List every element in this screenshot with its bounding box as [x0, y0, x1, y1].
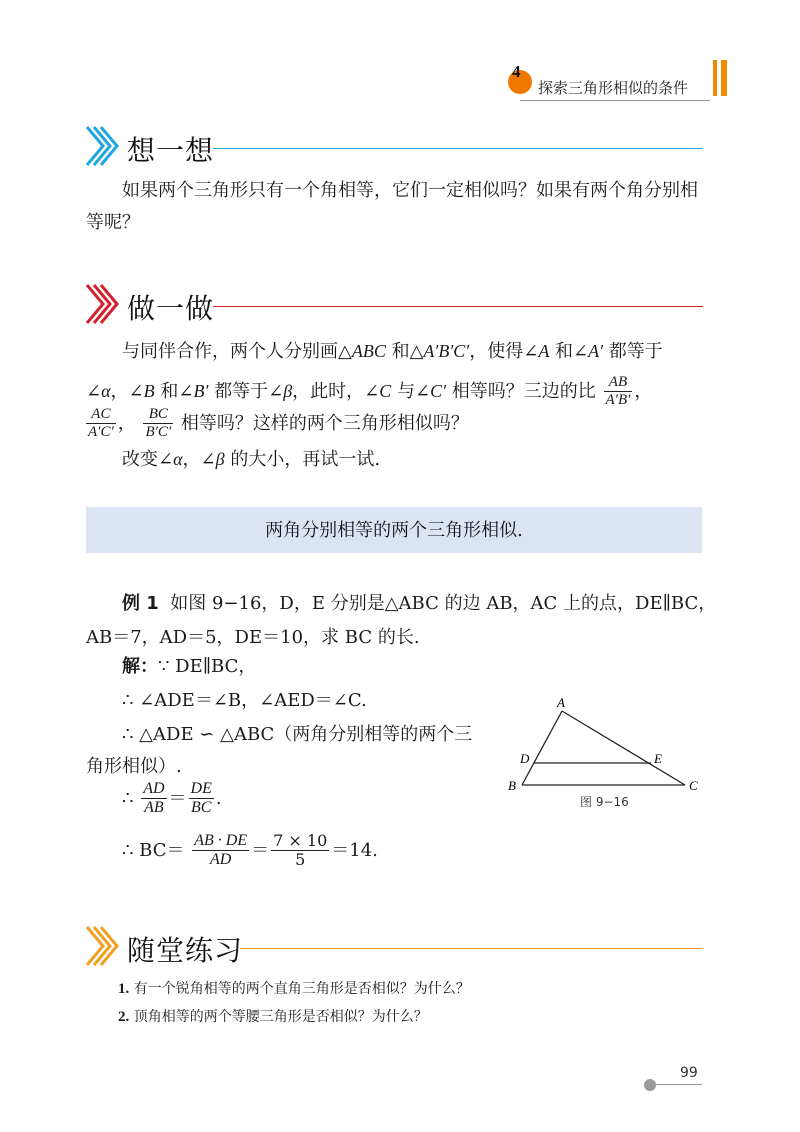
header-bar-1	[713, 60, 717, 96]
ratio-ab-fraction: $\frac{AB}{A'B'}$	[605, 374, 631, 409]
solution-line-4: 角形相似）.	[86, 756, 182, 777]
figure-caption: 图 9−16	[580, 795, 629, 809]
solution-line-3: ∴ △ADE ∽ △ABC（两角分别相等的两个三	[122, 724, 473, 745]
think-line-2: 等呢？	[86, 212, 140, 233]
solution-line-6: ∴ BC＝ $\frac{AB \cdot DE}{AD}$ ＝ $\frac{7 \times 10}{5}$ ＝14.	[122, 831, 378, 870]
do-line-3: $\frac{AC}{A'C'}$ ， $\frac{BC}{B'C'}$ 相等吗？这样的两个三角形相似吗？	[88, 405, 469, 440]
chevron-arrows-icon	[85, 125, 125, 167]
side-ab	[522, 711, 562, 785]
page-header	[500, 60, 800, 110]
think-title: 想一想	[127, 134, 215, 167]
do-line-1: 与同伴合作，两个人分别画△ABC 和△A′B′C′，使得∠A 和∠A′ 都等于	[122, 341, 663, 362]
vertex-c-label: C	[689, 778, 698, 793]
practice-item: 2. 顶角相等的两个等腰三角形是否相似？为什么？	[118, 1009, 428, 1025]
think-paragraph	[86, 175, 706, 239]
practice-rule	[240, 948, 703, 949]
solution-line-1: 解：∵ DE∥BC，	[122, 656, 257, 677]
header-underline	[520, 100, 710, 101]
de-bc-fraction: $\frac{DE}{BC}$	[190, 780, 212, 817]
point-e-label: E	[654, 751, 662, 766]
think-section-header	[85, 125, 705, 170]
do-paragraph	[86, 335, 716, 476]
example-line-1: 例 1 如图 9−16，D，E 分别是△ABC 的边 AB，AC 上的点，DE∥BC，	[122, 593, 717, 614]
example-block	[86, 588, 716, 654]
header-bar-2	[721, 60, 727, 96]
think-rule	[213, 148, 703, 149]
point-d-label: D	[520, 751, 530, 766]
section-title: 探索三角形相似的条件	[538, 79, 689, 97]
vertex-a-label: A	[557, 695, 565, 710]
chevron-arrows-icon	[85, 283, 125, 325]
do-title: 做一做	[127, 292, 215, 325]
footer-rule	[652, 1084, 702, 1085]
numeric-fraction: $\frac{7 \times 10}{5}$	[273, 831, 328, 870]
solution-line-5: ∴ $\frac{AD}{AB}$ ＝ $\frac{DE}{BC}$ .	[122, 780, 222, 817]
solution-line-2: ∴ ∠ADE＝∠B，∠AED＝∠C.	[122, 690, 367, 711]
practice-title: 随堂练习	[127, 934, 244, 967]
do-section-header	[85, 283, 705, 328]
footer-dot	[644, 1079, 656, 1091]
section-number: 4	[512, 62, 521, 81]
ad-ab-fraction: $\frac{AD}{AB}$	[143, 780, 165, 817]
practice-section-header	[85, 925, 705, 970]
ratio-ac-fraction: $\frac{AC}{A'C'}$	[88, 405, 114, 440]
do-rule	[213, 306, 703, 307]
practice-list	[118, 975, 718, 1031]
practice-item: 1. 有一个锐角相等的两个直角三角形是否相似？为什么？	[118, 981, 470, 997]
example-label: 例 1	[122, 593, 159, 614]
side-ac	[562, 711, 685, 785]
think-line-1: 如果两个三角形只有一个角相等，它们一定相似吗？如果有两个角分别相	[122, 180, 698, 201]
page-number: 99	[680, 1065, 698, 1081]
ratio-bc-fraction: $\frac{BC}{B'C'}$	[145, 405, 172, 440]
solution-block	[86, 651, 506, 783]
page-footer	[640, 1065, 720, 1095]
vertex-b-label: B	[508, 778, 516, 793]
theorem-callout: 两角分别相等的两个三角形相似.	[86, 507, 702, 553]
solution-label: 解：	[122, 656, 158, 677]
do-line-4: 改变∠α，∠β 的大小，再试一试.	[122, 449, 381, 470]
chevron-arrows-icon	[85, 925, 125, 967]
ab-de-over-ad-fraction: $\frac{AB \cdot DE}{AD}$	[194, 832, 248, 869]
do-line-2: ∠α，∠B 和∠B′ 都等于∠β，此时，∠C 与∠C′ 相等吗？三边的比 $\frac{AB}{A'B'}$ ，	[86, 374, 653, 409]
example-line-2: AB＝7，AD＝5，DE＝10，求 BC 的长.	[86, 627, 420, 648]
